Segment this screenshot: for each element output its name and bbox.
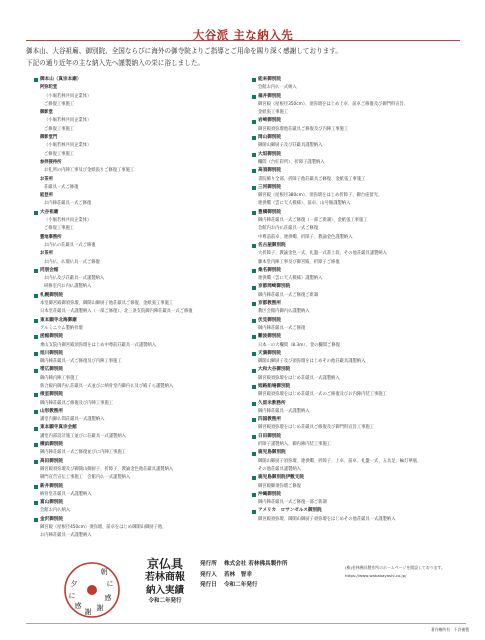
bullet-square-icon (252, 120, 256, 124)
temple-name (252, 333, 467, 341)
bullet-square-icon (34, 211, 38, 215)
temple-name-text: 姫路船場御別院 (258, 383, 291, 389)
temple-name-text: 久留米教務所 (258, 400, 286, 406)
bullet-square-icon (34, 518, 38, 522)
bullet-square-icon (252, 186, 256, 190)
temple-name (34, 499, 249, 507)
left-column (34, 76, 249, 541)
copyright-text: 著作権所有 不許複製 (431, 627, 469, 632)
temple-name (34, 292, 249, 300)
temple-name-text: 金沢御別院 (40, 516, 63, 522)
temple-name (252, 491, 467, 499)
temple-name (252, 76, 467, 84)
work-description: 金紙張工事施工 (258, 110, 289, 116)
work-description: お内仏の荘厳具一式ご修復 (44, 242, 96, 248)
company-line-1: 京仏具 (146, 557, 183, 571)
work-description: 連供燭（雲に天人模様）謹製納入 (258, 276, 323, 282)
bullet-square-icon (252, 510, 256, 514)
bullet-square-icon (252, 95, 256, 99)
bullet-square-icon (252, 402, 256, 406)
temple-name (252, 283, 467, 291)
temple-name (34, 366, 249, 374)
building-name: 霊地事務所 (40, 234, 62, 240)
temple-entry (34, 516, 249, 541)
temple-name-text: 京都教務所 (258, 301, 281, 307)
temple-entry (252, 400, 467, 417)
seal-char: 夕 (70, 580, 78, 588)
temple-name (252, 383, 467, 391)
temple-entry (252, 267, 467, 284)
temple-name-text: 同朋会館 (40, 267, 59, 273)
work-description: ご修復工事施工 (44, 226, 75, 232)
work-description: 御開山御厨子及び須弥壇をはじめその他荘厳具謹製納入 (258, 359, 366, 365)
temple-name-text: 富山御別院 (40, 500, 63, 506)
work-description: 日本堂荘厳具一式謹製納入（一部ご修復）、北三条支院御内陣荘厳具一式ご修復 (40, 309, 193, 315)
temple-name (252, 400, 467, 408)
bullet-square-icon (34, 294, 38, 298)
temple-entry (252, 134, 467, 151)
temple-entry (252, 300, 467, 317)
temple-name-text: 名古屋御別院 (258, 242, 286, 248)
bullet-square-icon (34, 269, 38, 273)
temple-name (252, 93, 467, 101)
temple-entry (252, 491, 467, 508)
temple-name-text: 伏見御別院 (258, 317, 281, 323)
temple-name-text: 根室御別院 (40, 392, 63, 398)
temple-name (252, 134, 467, 142)
work-description: ご修復工事施工 (44, 151, 75, 157)
temple-name (252, 267, 467, 275)
temple-name-text: アメリカ ロサンゼルス御別院 (258, 508, 322, 514)
seal-char: 謝 (96, 604, 104, 612)
bullet-square-icon (252, 418, 256, 422)
temple-entry (252, 416, 467, 433)
bullet-square-icon (252, 476, 256, 480)
work-description: 御内陣荘厳具一式ご修復一部ご新調 (258, 500, 327, 506)
work-description: 御開山御厨子須弥壇、連供燭、折障子、上卓、前卓、礼盤一式、五具足、輪灯華瓶、 (258, 458, 422, 464)
work-description: 日本一の大欄間（8.3m）、金の欄間ご修復 (258, 342, 340, 348)
temple-name-text: 東本願寺真宗会館 (40, 425, 77, 431)
bullet-square-icon (34, 335, 38, 339)
bullet-square-icon (252, 452, 256, 456)
work-description: 納骨堂荘厳具一式謹製納入 (40, 491, 92, 497)
work-description: 御宮殿須弥壇他荘厳具ご修復及び内陣工事施工 (258, 126, 349, 132)
work-description: 御宮殿御須弥壇ご修復 (258, 483, 301, 489)
temple-entry (252, 383, 467, 400)
footer (0, 556, 485, 640)
work-description: （小堀若林共同企業体） (44, 93, 92, 99)
work-description: 御内陣内陣工事施工 (40, 375, 79, 381)
temple-entry (34, 267, 249, 292)
temple-name-text: 豊橋御別院 (258, 209, 281, 215)
temple-entry (252, 93, 467, 118)
temple-name-text: 横浜御別院 (40, 442, 63, 448)
seal-char: 感 (104, 594, 112, 602)
temple-entry (252, 117, 467, 134)
publisher-row: 発行人 若林 智幸 (200, 571, 252, 578)
temple-name (252, 366, 467, 374)
bullet-square-icon (34, 393, 38, 397)
temple-entry (252, 507, 467, 524)
temple-name (34, 317, 249, 325)
bullet-square-icon (34, 485, 38, 489)
company-line-2: 若林商報 (145, 572, 185, 583)
temple-entry (252, 366, 467, 383)
temple-name-text: 函館御別院 (40, 334, 63, 340)
work-description: ご修復工事施工 (44, 126, 75, 132)
temple-name (252, 209, 467, 217)
work-description: 荘厳具一式ご修復 (44, 184, 79, 190)
temple-name (252, 350, 467, 358)
work-description: （小堀若林共同企業体） (44, 143, 92, 149)
work-description: 御宮殿須弥壇をはじめ荘厳具ご修復及び御門料宣旨工事施工 (258, 425, 375, 431)
temple-name-text: 天満御別院 (258, 350, 281, 356)
work-description: 連供燭（雲に天人模様）、前卓、山号額謹製納入 (258, 201, 351, 207)
temple-name-text: 能来御別院 (258, 77, 281, 82)
work-description: お内陣荘厳具一式ご修復 (44, 201, 92, 207)
temple-entry (252, 474, 467, 491)
work-description: 御内陣荘厳具一式ご修復並びに内陣工事施工 (40, 450, 126, 456)
temple-entry (252, 449, 467, 474)
temple-name (34, 391, 249, 399)
temple-name (34, 424, 249, 432)
temple-entry (252, 317, 467, 334)
work-description: 御内陣荘厳具一式ご修復及び内陣工事施工 (40, 359, 122, 365)
temple-entry (34, 441, 249, 458)
temple-name-text: 日田御別院 (258, 433, 281, 439)
temple-name-text: 御本山（真宗本廟） (40, 77, 82, 82)
temple-entry (34, 391, 249, 408)
temple-name (252, 474, 467, 482)
work-description: お内仏、仏壇仏具一式ご修復 (44, 259, 100, 265)
bullet-square-icon (252, 269, 256, 273)
temple-entry (252, 350, 467, 367)
bullet-square-icon (34, 501, 38, 505)
work-description: （小堀若林共同企業体） (44, 218, 92, 224)
bullet-square-icon (252, 136, 256, 140)
temple-name (252, 151, 467, 159)
work-description: 中尊前前卓、連供燭、折障子、教諭金色謹製納入 (258, 234, 353, 240)
bullet-square-icon (252, 335, 256, 339)
temple-name-text: 山形教務所 (40, 408, 63, 414)
bullet-square-icon (252, 244, 256, 248)
work-description: アルミニウム製納骨壇 (40, 325, 83, 331)
temple-entry (252, 242, 467, 267)
bullet-square-icon (252, 153, 256, 157)
work-description: 御宮殿須弥壇をはじめ荘厳具一式のご修復及びお内陣内装工事施工 (258, 392, 387, 398)
work-description: （小堀若林共同企業体） (44, 118, 92, 124)
temple-name-text: 大垣御別院 (258, 151, 281, 157)
company-line-4: 令和二年発行 (148, 598, 182, 604)
temple-name (252, 300, 467, 308)
bullet-square-icon (34, 319, 38, 323)
website-note (345, 564, 475, 579)
temple-name (34, 267, 249, 275)
building-name: 参拝接待所 (40, 159, 62, 165)
temple-entry (252, 151, 467, 168)
temple-name-text: 四国教務所 (258, 417, 281, 423)
work-description: 御内陣荘厳具一式ご修復（一部ご新調）、金紙張工事施工 (258, 218, 368, 224)
temple-entry (34, 292, 249, 317)
temple-name-text: 大和大谷御別院 (258, 367, 291, 373)
building-name: 御影堂 (40, 110, 53, 116)
bullet-square-icon (34, 443, 38, 447)
work-description: 御内陣荘厳具一式ご修復 (258, 325, 306, 331)
temple-entry (34, 209, 249, 267)
temple-name-text: 東本願寺北海御廟 (40, 317, 77, 323)
seal-char: 謝 (84, 608, 92, 616)
temple-entry (252, 283, 467, 300)
temple-name (252, 416, 467, 424)
work-description: 御宮殿須弥壇、御開山御厨子須弥壇をはじめその他荘厳具一式謹製納入 (258, 516, 396, 522)
seal-char: 感 (74, 602, 82, 610)
work-description: 本堂御宮殿御須弥壇、御開山御厨子他荘厳具ご修復、金紙張工事施工 (40, 301, 174, 307)
website-url[interactable]: https://www.wakabayashi.co.jp/ (345, 572, 407, 578)
footer-divider (26, 623, 466, 624)
temple-name (34, 516, 249, 524)
temple-name (34, 333, 249, 341)
seal-char: 朝 (100, 568, 108, 576)
temple-name (34, 350, 249, 358)
temple-entry (252, 209, 467, 242)
work-description: 御門宣告宣伝工事施工 会館内仏一式謹製納入 (40, 475, 131, 481)
temple-name (34, 458, 249, 466)
work-description: 御宮殿（屋根径450cm）須弥壇、前卓をはじめ御開山御厨子他、 (40, 525, 167, 531)
temple-name-text: 帯広御別院 (40, 367, 63, 373)
temple-entry (34, 424, 249, 441)
temple-name (34, 76, 249, 84)
publisher-info (200, 559, 330, 591)
temple-entry (34, 366, 249, 391)
temple-entry (34, 76, 249, 209)
temple-name-text: 岩崎御別院 (258, 118, 281, 124)
bullet-square-icon (252, 369, 256, 373)
title-divider (26, 40, 460, 41)
building-name: 阿弥陀堂 (40, 85, 58, 91)
work-description: 会館お内仏納入 (40, 508, 71, 514)
temple-name (252, 449, 467, 457)
work-description: 欄間（台紅彩所）、折障子謹製納入 (258, 159, 325, 165)
temple-name-text: 札幌御別院 (40, 292, 63, 298)
work-description: 会館内お内仏荘厳具一式ご修復 (258, 226, 319, 232)
temple-name (34, 209, 249, 217)
temple-name-text: 大谷祖廟 (40, 209, 59, 215)
work-description: 大折障子、教諭金色一式、礼盤一式書上段、その他荘厳具謹製納入 (258, 251, 387, 257)
temple-name (252, 184, 467, 192)
bullet-square-icon (252, 286, 256, 290)
temple-name-text: 福井御別院 (258, 93, 281, 99)
bullet-square-icon (252, 169, 256, 173)
work-description: 御内陣荘厳具一式謹製納入 (258, 408, 310, 414)
temple-name (252, 507, 467, 515)
building-name: お茶所 (40, 176, 53, 182)
temple-entry (34, 350, 249, 367)
company-block (135, 558, 195, 606)
page-title: 大谷派 主な納入先 (192, 28, 294, 42)
bullet-square-icon (252, 302, 256, 306)
work-description: 乗山支院内御宮殿須弥壇をはじめ中尊前荘厳具一式謹製納入 (40, 342, 157, 348)
website-note-text: (株)若林佛具製作所のホームページを開設しております。 (345, 565, 445, 570)
work-description: 書院飾り全部、折障子他荘厳具ご修復、金紙張工事施工 (258, 176, 366, 182)
work-description: 御宮殿（屋根径380cm）、須弥壇をはじめ折障子、御台座留光、 (258, 193, 383, 199)
seal-char: に (68, 592, 76, 600)
temple-name-text: 京都岡崎御別院 (258, 284, 291, 290)
temple-entry (34, 499, 249, 516)
temple-name (34, 483, 249, 491)
temple-entry (252, 184, 467, 209)
bullet-square-icon (252, 493, 256, 497)
temple-name-text: 鹿児島御別院 (258, 450, 286, 456)
bullet-square-icon (252, 435, 256, 439)
temple-entry (34, 408, 249, 425)
temple-entry (252, 433, 467, 450)
work-description: 御宮殿（屋根径350cm）、須弥壇をはじめ上卓、前卓ご修復及び御門料宣旨、 (258, 101, 409, 107)
intro-line-1: 御本山、大谷祖廟、御別院、全国ならびに海外の御寺院よりご指導とご用命を賜り深く感謝しております。 (26, 47, 342, 55)
temple-entry (34, 317, 249, 334)
temple-entry (252, 167, 467, 184)
work-description: 新合殿内御内仏荘厳具一式並びに納骨堂内御内仏及び殿子ら謹製納入 (40, 383, 174, 389)
publisher-row: 発行所 株式会社 若林佛具製作所 (200, 561, 288, 567)
bullet-square-icon (252, 78, 256, 82)
seal-logo (60, 558, 124, 622)
work-description: 御開山御厨子及び荘厳具謹製納入 (258, 143, 323, 149)
temple-entry (34, 333, 249, 350)
temple-name (34, 441, 249, 449)
temple-name (252, 433, 467, 441)
intro-text (26, 45, 466, 69)
work-description: 御宮殿須弥壇及び御開山御厨子、折障子、教諭金色他荘厳具謹製納入 (40, 466, 174, 472)
temple-name (252, 317, 467, 325)
work-description: その他荘厳具謹製納入 (258, 466, 301, 472)
bullet-square-icon (34, 410, 38, 414)
work-description: 会館お内仏一式納入 (258, 85, 297, 91)
work-description: 教区会館内御内仏謹製納入 (258, 309, 310, 315)
building-name: 能登所 (40, 193, 53, 199)
building-name: お茶所 (40, 251, 53, 257)
intro-line-2: 下記の通り近年の主な納入先へ謹製納入の栄に浴しました。 (26, 59, 205, 67)
temple-entry (34, 458, 249, 483)
temple-entry (252, 333, 467, 350)
temple-entry (252, 76, 467, 93)
work-description: お内仏及び荘厳具一式謹製納入 (44, 276, 105, 282)
temple-name (34, 408, 249, 416)
bullet-square-icon (34, 78, 38, 82)
work-description: 講堂内御仏間荘厳具一式謹製納入 (40, 417, 105, 423)
work-description: 折障子謹製納入、御内陣内装工事施工 (258, 442, 332, 448)
temple-name-text: 沖縄御別院 (258, 491, 281, 497)
temple-name (252, 117, 467, 125)
temple-name (252, 167, 467, 175)
bullet-square-icon (34, 460, 38, 464)
work-description: ご修復工事施工 (44, 101, 75, 107)
temple-name-text: 新井御別院 (40, 483, 63, 489)
work-description: 研修室内お内仏謹製納入 (44, 284, 92, 290)
bullet-square-icon (252, 211, 256, 215)
temple-name-text: 高田御別院 (40, 458, 63, 464)
work-description: 御内陣荘厳具一式ご修復ご新調 (258, 292, 319, 298)
building-name: 御影堂門 (40, 135, 58, 141)
work-description: 藤本堂内陣工事及び御宮殿、折障子ご修復 (258, 259, 340, 265)
seal-char: に (106, 580, 114, 588)
temple-name-text: 難波御別院 (258, 334, 281, 340)
bullet-square-icon (34, 427, 38, 431)
temple-name-text: 岡山御別院 (258, 135, 281, 141)
work-description: 講堂内部設計施工並びに荘厳具一式謹製納入 (40, 433, 126, 439)
temple-name-text: 鹿児島御別院伊敷支院 (258, 475, 304, 481)
temple-name-text: 桑名御別院 (258, 267, 281, 273)
work-description: 御内陣荘厳具ご修復及び内陣工事施工 (40, 400, 114, 406)
right-column (252, 76, 467, 524)
work-description: お礼所の内陣工事及び金紙張りご修復工事施工 (44, 168, 135, 174)
work-description: 御宮殿須弥壇をはじめ荘厳具一式謹製納入 (258, 375, 340, 381)
bullet-square-icon (252, 352, 256, 356)
temple-name-text: 三河御別院 (258, 184, 281, 190)
bullet-square-icon (252, 385, 256, 389)
temple-name-text: 旭川御別院 (40, 350, 63, 356)
bullet-square-icon (252, 319, 256, 323)
work-description: お内陣荘厳具一式謹製納入 (40, 533, 92, 539)
temple-name (252, 242, 467, 250)
temple-entry (34, 483, 249, 500)
publisher-row: 発行日 令和二年発行 (200, 582, 258, 588)
bullet-square-icon (34, 369, 38, 373)
bullet-square-icon (34, 352, 38, 356)
company-line-3: 納入実績 (145, 585, 184, 596)
temple-name-text: 高須御別院 (258, 168, 281, 174)
